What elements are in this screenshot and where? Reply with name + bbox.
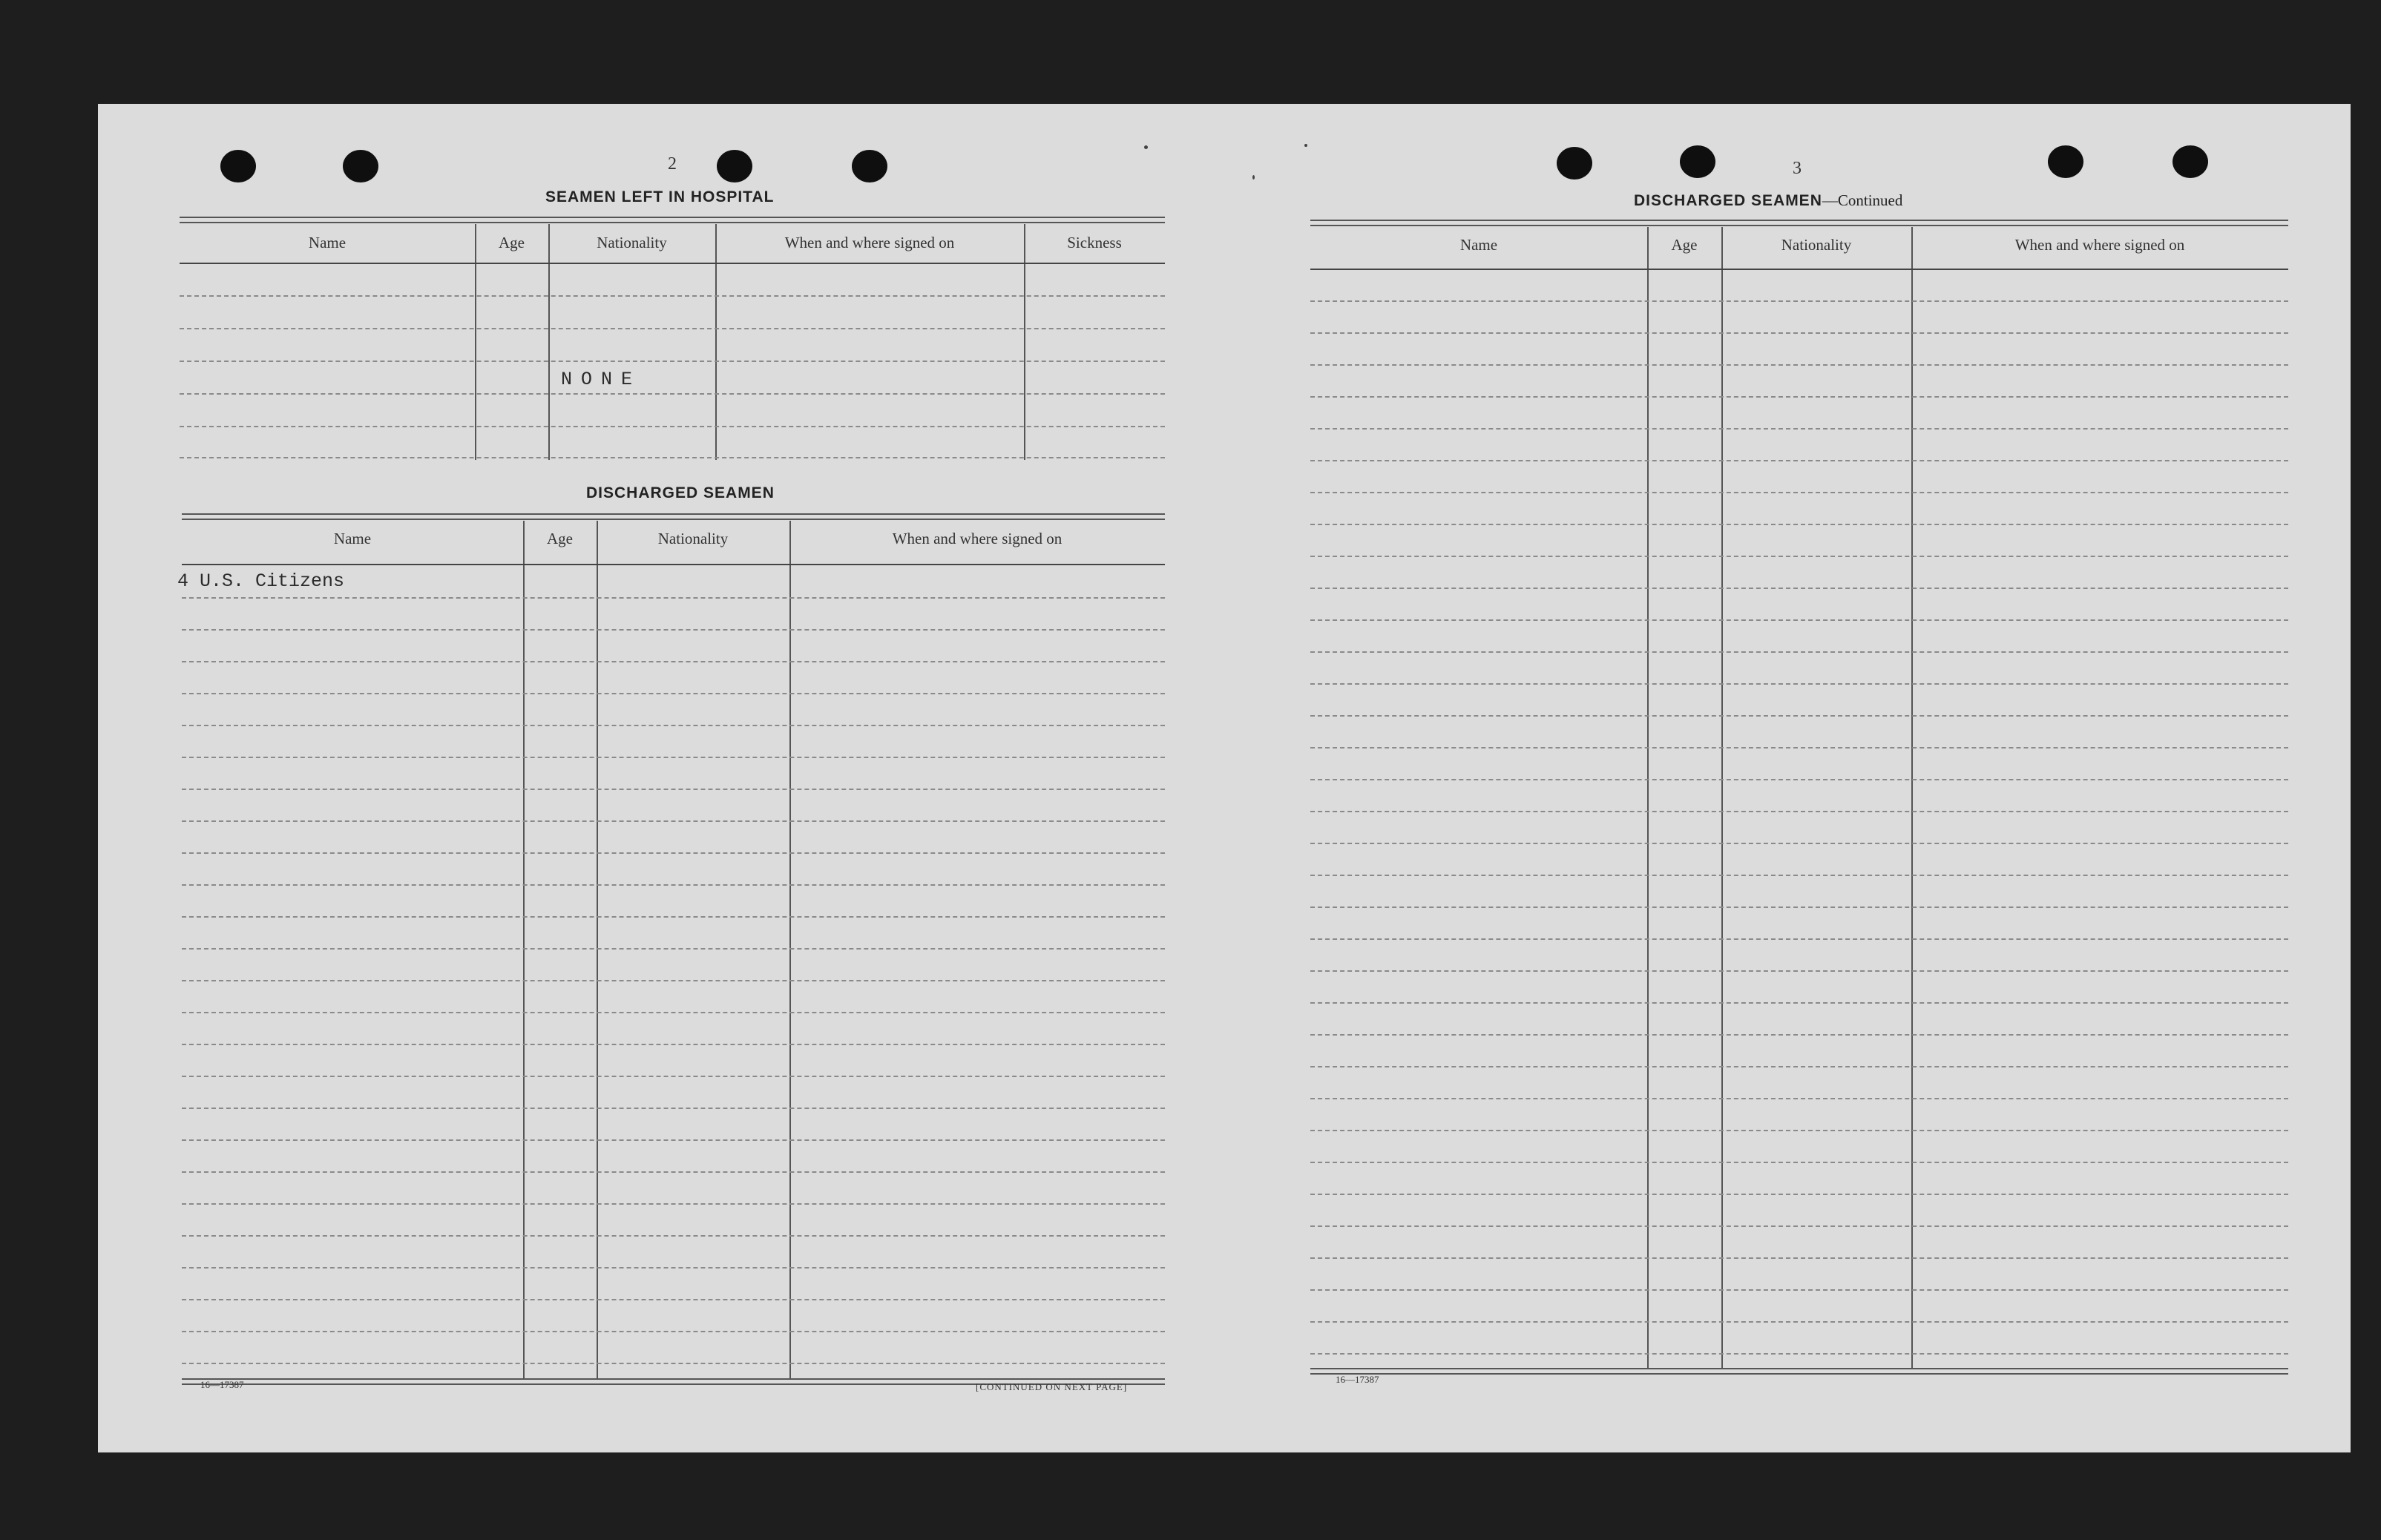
column-divider [597, 521, 598, 1380]
punch-hole [717, 150, 752, 182]
discharged-table [177, 513, 1165, 1485]
row-line [182, 884, 1165, 886]
speck [1252, 175, 1255, 180]
form-code-left: 16—17387 [200, 1379, 244, 1390]
row-line [180, 426, 1165, 427]
col-head-nationality: Nationality [597, 234, 667, 251]
continued-note: [CONTINUED ON NEXT PAGE] [976, 1381, 1128, 1392]
row-line [1310, 683, 2288, 685]
col-head-signed-on: When and where signed on [784, 234, 955, 251]
row-line [1310, 588, 2288, 589]
row-line [180, 361, 1165, 362]
row-line [1310, 1225, 2288, 1227]
row-line [1310, 492, 2288, 493]
row-line [180, 457, 1165, 458]
header-rule [182, 564, 1165, 565]
punch-hole [2048, 145, 2083, 178]
row-line [1310, 1353, 2288, 1355]
row-line [182, 1235, 1165, 1237]
hospital-entry: NONE [561, 369, 642, 390]
row-line [1310, 1034, 2288, 1036]
column-divider [523, 521, 525, 1380]
row-line [1310, 1130, 2288, 1131]
column-divider [548, 224, 550, 460]
row-line [1310, 970, 2288, 972]
punch-hole [1680, 145, 1715, 178]
row-line [182, 1267, 1165, 1268]
row-line [180, 328, 1165, 329]
col-head-name: Name [1459, 236, 1498, 254]
col-head-age: Age [499, 234, 525, 251]
header-rule [180, 263, 1165, 264]
row-line [182, 629, 1165, 631]
column-divider [1647, 227, 1649, 1369]
row-line [1310, 1098, 2288, 1099]
row-line [1310, 938, 2288, 940]
column-divider [1911, 227, 1913, 1369]
row-line [1310, 1066, 2288, 1067]
row-line [182, 1139, 1165, 1141]
row-line [1310, 843, 2288, 844]
row-line [182, 1203, 1165, 1205]
discharged-entry: 4 U.S. Citizens [177, 570, 345, 592]
punch-hole [220, 150, 256, 182]
column-divider [715, 224, 717, 460]
row-line [1310, 556, 2288, 557]
row-line [182, 1363, 1165, 1364]
row-line [1310, 1162, 2288, 1163]
row-line [1310, 875, 2288, 876]
col-head-sickness: Sickness [1067, 234, 1122, 251]
paper-sheet [98, 104, 2351, 1452]
right-section-title [1634, 191, 1902, 210]
row-line [1310, 1194, 2288, 1195]
column-divider [1721, 227, 1723, 1369]
col-head-age: Age [547, 530, 573, 547]
hospital-section-title: SEAMEN LEFT IN HOSPITAL [545, 188, 775, 205]
row-line [1310, 779, 2288, 780]
col-head-nationality: Nationality [657, 530, 729, 547]
row-line [182, 757, 1165, 758]
row-line [182, 1299, 1165, 1300]
table-top-rule [182, 513, 1165, 520]
column-divider [475, 224, 476, 460]
col-head-name: Name [308, 234, 347, 251]
row-line [1310, 651, 2288, 653]
row-line [182, 725, 1165, 726]
col-head-age: Age [1671, 236, 1698, 254]
discharged-continued-table [1310, 220, 2288, 1184]
table-bottom-rule [1310, 1368, 2288, 1375]
punch-hole [343, 150, 378, 182]
row-line [182, 693, 1165, 694]
row-line [182, 852, 1165, 854]
row-line [182, 948, 1165, 950]
col-head-nationality: Nationality [1781, 236, 1852, 254]
row-line [182, 980, 1165, 981]
row-line [1310, 428, 2288, 430]
right-title-main: DISCHARGED SEAMEN [1634, 192, 1822, 209]
row-line [1310, 364, 2288, 366]
column-divider [1024, 224, 1025, 460]
row-line [180, 393, 1165, 395]
table-top-rule [180, 217, 1165, 223]
row-line [1310, 619, 2288, 621]
row-line [182, 1076, 1165, 1077]
row-line [1310, 460, 2288, 461]
row-line [1310, 396, 2288, 398]
row-line [1310, 906, 2288, 908]
row-line [182, 916, 1165, 918]
row-line [1310, 715, 2288, 717]
table-top-rule [1310, 220, 2288, 226]
row-line [182, 820, 1165, 822]
col-head-signed-on: When and where signed on [892, 530, 1063, 547]
speck [1304, 144, 1307, 147]
page-number-left: 2 [668, 154, 677, 174]
row-line [182, 1331, 1165, 1332]
row-line [1310, 524, 2288, 525]
row-line [182, 661, 1165, 662]
row-line [182, 1171, 1165, 1173]
right-title-suffix: —Continued [1822, 191, 1903, 209]
row-line [1310, 811, 2288, 812]
column-divider [789, 521, 791, 1380]
row-line [1310, 1321, 2288, 1323]
row-line [182, 1012, 1165, 1013]
row-line [1310, 332, 2288, 334]
row-line [182, 1108, 1165, 1109]
form-code-right: 16—17387 [1336, 1374, 1379, 1385]
row-line [182, 597, 1165, 599]
page-number-right: 3 [1793, 159, 1802, 178]
row-line [1310, 1002, 2288, 1004]
col-head-name: Name [333, 530, 372, 547]
speck [1144, 145, 1148, 149]
punch-hole [1557, 147, 1592, 180]
row-line [180, 295, 1165, 297]
discharged-section-title: DISCHARGED SEAMEN [586, 484, 775, 501]
row-line [1310, 747, 2288, 748]
punch-hole [2173, 145, 2208, 178]
row-line [1310, 1289, 2288, 1291]
row-line [182, 789, 1165, 790]
row-line [1310, 1257, 2288, 1259]
row-line [1310, 300, 2288, 302]
header-rule [1310, 269, 2288, 270]
punch-hole [852, 150, 887, 182]
col-head-signed-on: When and where signed on [2014, 236, 2185, 254]
row-line [182, 1044, 1165, 1045]
